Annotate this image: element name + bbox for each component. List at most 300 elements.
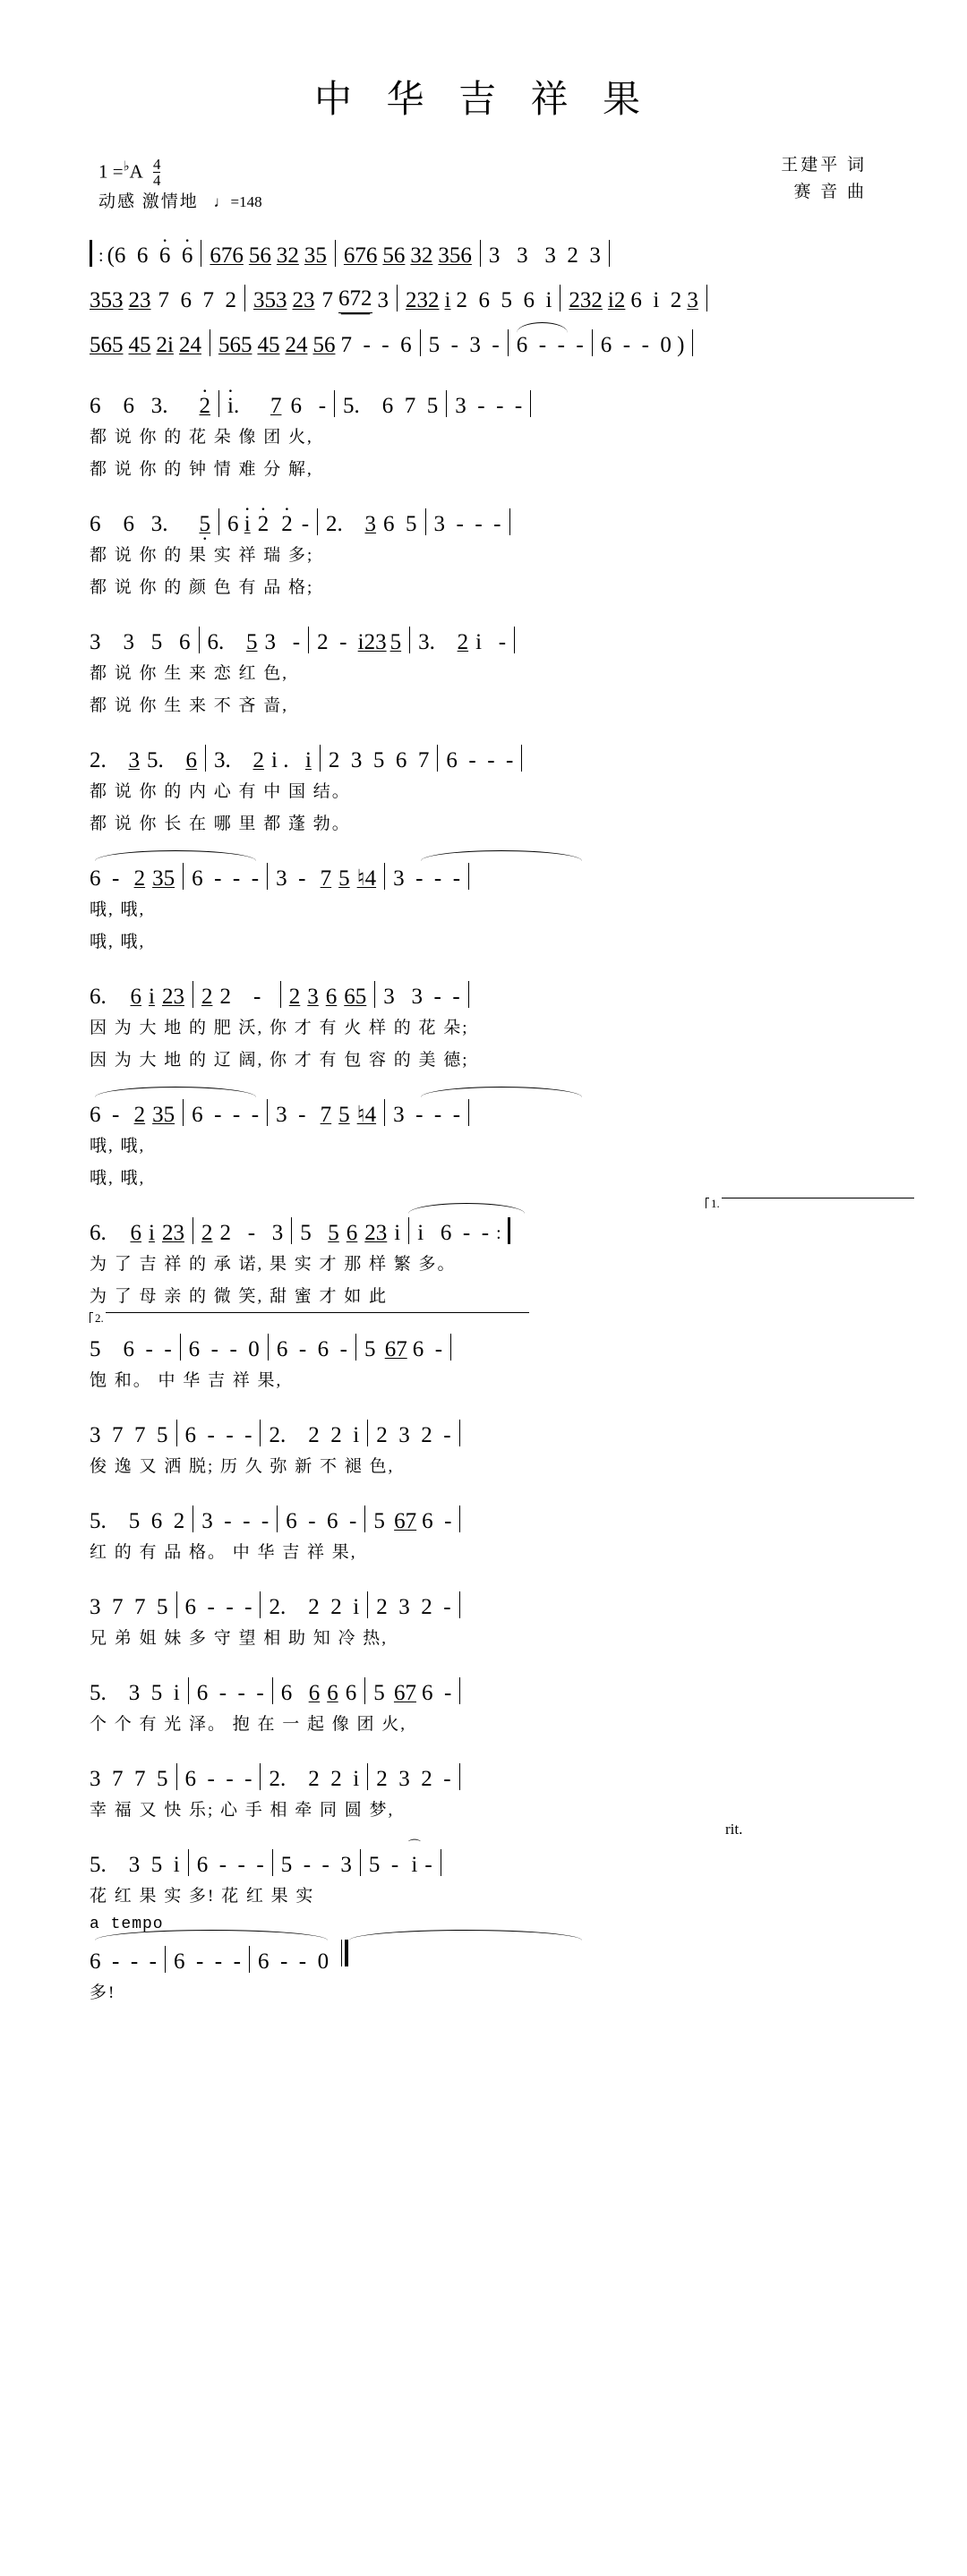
note-group: i <box>149 1221 155 1245</box>
note-group: . <box>233 394 256 418</box>
system-19 <box>63 1915 904 2007</box>
barline <box>530 390 531 417</box>
barline <box>176 1591 177 1618</box>
barline <box>176 1420 177 1446</box>
note-group: 3 3 5 6 <box>90 630 191 654</box>
note-group: 2. <box>90 748 124 772</box>
lyric-row-2: 都 说 你 的 颜 色 有 品 格; <box>90 577 314 597</box>
note-group: 35 <box>152 1103 175 1127</box>
notation-row <box>63 732 904 773</box>
note-group: (6 6 6 · 6 · <box>107 243 193 269</box>
note-group: 3 - - - <box>393 1103 461 1127</box>
barline <box>706 285 707 311</box>
lyric-row-2: 为 了 母 亲 的 微 笑, 甜 蜜 才 如 此 <box>90 1286 389 1306</box>
lyric-row-1: 饱 和。 中 华 吉 祥 果, <box>90 1370 283 1390</box>
system-16 <box>63 1665 904 1738</box>
note-group: 6. <box>90 985 124 1009</box>
lyric-row-1: 为 了 吉 祥 的 承 诺, 果 实 才 那 样 繁 多。 <box>90 1254 457 1274</box>
note-group: 32 <box>276 243 299 268</box>
barline <box>188 1849 189 1876</box>
note-group: i - <box>475 630 507 654</box>
barline <box>468 981 469 1008</box>
barline <box>450 1334 451 1361</box>
system-15 <box>63 1579 904 1652</box>
notation-row <box>63 614 904 655</box>
note-group: 2. 2 2 i <box>269 1767 360 1791</box>
barline <box>355 1334 356 1361</box>
note-group: 2 3 2 - <box>376 1595 451 1619</box>
lyric-row-2 <box>63 924 904 956</box>
note-group: 7 <box>320 1103 332 1127</box>
note-group: 35 <box>152 866 175 891</box>
slur <box>95 1087 256 1097</box>
note-group: ♮4 <box>356 1103 377 1127</box>
note-group: 65 <box>344 985 367 1009</box>
note-group: 6 i 2 <box>630 288 682 312</box>
barline <box>408 1217 409 1244</box>
notation-row <box>63 378 904 419</box>
note-group: 6 <box>280 1681 304 1705</box>
slur <box>421 850 582 861</box>
note-group: 23 <box>161 985 184 1009</box>
system-5 <box>63 496 904 601</box>
note-group: 24 <box>178 333 201 357</box>
note-group: 6 <box>185 748 197 772</box>
notation-row <box>63 1751 904 1792</box>
system-13 <box>63 1407 904 1480</box>
note-group: 3. <box>214 748 248 772</box>
barline <box>459 1677 460 1704</box>
barline <box>384 1099 385 1126</box>
barline <box>508 329 509 356</box>
note-group: 6 5 <box>383 512 417 536</box>
barline <box>188 1677 189 1704</box>
key-label: 1 = <box>98 160 124 183</box>
lyric-row-1: 都 说 你 的 花 朵 像 团 火, <box>90 427 313 447</box>
note-group: 35 <box>304 243 327 268</box>
note-group: 7 <box>320 866 332 891</box>
note-group: 6 - - - <box>184 1595 252 1619</box>
barline <box>291 1217 292 1244</box>
key-note: A <box>129 160 142 183</box>
note-group: 56 <box>248 243 271 268</box>
barline <box>260 1591 261 1618</box>
repeat-end-barline <box>501 1217 510 1244</box>
note-group: ⌒ i <box>407 1840 421 1877</box>
barline <box>260 1420 261 1446</box>
note-group: 5 <box>364 1337 381 1361</box>
note-group: 6. <box>207 630 241 654</box>
note-group: 3 7 7 5 <box>90 1767 168 1791</box>
note-group: 2 · <box>200 394 211 419</box>
note-group: 3 - <box>264 630 301 654</box>
note-group: 353 <box>253 288 287 312</box>
note-group: 3 <box>364 512 377 536</box>
note-group: 6 <box>325 985 338 1009</box>
barline <box>277 1506 278 1532</box>
notation-row <box>63 272 904 313</box>
note-group: 5 <box>246 630 258 654</box>
final-barline <box>341 1940 348 1973</box>
credits <box>781 152 867 206</box>
system-1 <box>63 227 904 269</box>
note-group: 7 <box>321 288 333 312</box>
notation-row <box>63 496 904 537</box>
lyric-row-1: 都 说 你 生 来 恋 红 色, <box>90 663 289 683</box>
system-17 <box>63 1751 904 1824</box>
key-signature <box>98 158 160 189</box>
barline <box>268 1334 269 1361</box>
barline <box>165 1946 166 1973</box>
system-7 <box>63 732 904 838</box>
note-group: 3 7 7 5 <box>90 1595 168 1619</box>
note-group: 7 <box>270 394 282 418</box>
note-group: 3 - - - <box>433 512 501 536</box>
barline <box>267 1099 268 1126</box>
note-group: 2 6 5 6 i <box>456 288 552 312</box>
note-group: 6 <box>227 512 244 536</box>
note-group: 6 - - 0 <box>188 1337 260 1361</box>
note-group: 2 · <box>281 512 293 537</box>
lyric-text: 哦, 哦, <box>90 932 146 951</box>
note-group: i23 <box>357 630 387 654</box>
note-group: 6 - - - <box>517 333 584 358</box>
meter-denominator: 4 <box>152 172 161 189</box>
note-group: i · <box>227 394 234 419</box>
note-group: 2 3 2 - <box>376 1423 451 1447</box>
lyricist: 王建平 词 <box>781 156 867 175</box>
barline <box>280 981 281 1008</box>
note-group: 672 <box>338 286 372 313</box>
note-group: 2 <box>201 985 213 1009</box>
note-group: 3 3 3 2 3 <box>488 243 601 268</box>
tempo-marking <box>98 188 262 212</box>
tempo-symbol: ♩ <box>213 193 229 210</box>
note-group: 2 - <box>317 630 353 654</box>
volta-number: 2. <box>95 1311 104 1325</box>
system-3 <box>63 317 904 358</box>
note-group: 2 <box>457 630 469 654</box>
barline <box>317 508 318 535</box>
lyric-row-1: 俊 逸 又 洒 脱; 历 久 弥 新 不 褪 色, <box>90 1456 395 1476</box>
notation-row <box>63 1197 904 1246</box>
barline <box>364 1677 365 1704</box>
sheet-music-page <box>0 70 967 2576</box>
lyric-row-1: 花 红 果 实 多! 花 红 果 实 <box>90 1886 315 1906</box>
note-group: 6 - - - <box>446 748 514 772</box>
note-group: 2. <box>326 512 360 536</box>
note-group: ♮4 <box>356 866 377 891</box>
note-group: 565 <box>90 333 124 357</box>
note-group: 23 <box>128 288 151 312</box>
barline <box>425 508 426 535</box>
lyric-text: 哦, 哦, <box>90 1136 146 1156</box>
lyric-row-1: 因 为 大 地 的 肥 沃, 你 才 有 火 样 的 花 朵; <box>90 1018 469 1037</box>
repeat-dots: : <box>496 1224 501 1243</box>
note-group: 67 <box>393 1681 416 1705</box>
note-group: 23 <box>161 1221 184 1245</box>
notation-row <box>63 1665 904 1706</box>
notation-row <box>63 968 904 1010</box>
note-group: 2 <box>288 985 301 1009</box>
note-group: 5 <box>328 1221 339 1245</box>
note-group: 6 - - - <box>184 1423 252 1447</box>
notation-row <box>63 227 904 269</box>
note-group: i 6 - - <box>417 1221 490 1245</box>
barline <box>609 240 610 267</box>
notation-row <box>63 1311 904 1362</box>
note-group: 6 - <box>422 1509 452 1533</box>
note-group: 5 <box>300 1221 323 1245</box>
page-title: 中 华 吉 祥 果 <box>313 80 653 121</box>
barline <box>272 1677 273 1704</box>
lyric-row-2: 都 说 你 生 来 不 吝 啬, <box>90 695 289 715</box>
note-group: 3 3 - - <box>383 985 460 1009</box>
note-group: 5. 3 5 i <box>90 1681 180 1705</box>
barline <box>409 627 410 653</box>
barline <box>367 1763 368 1790</box>
note-group: 3 - - - <box>455 394 523 418</box>
note-group: 32 <box>410 243 433 268</box>
note-group: 5 <box>373 1681 390 1705</box>
note-group: 3 <box>307 985 319 1009</box>
note-group: 2. 2 2 i <box>269 1423 360 1447</box>
note-group: 5 <box>373 1509 391 1533</box>
note-group: 23 <box>364 1221 388 1245</box>
system-12 <box>63 1311 904 1395</box>
system-9 <box>63 968 904 1074</box>
notation-row <box>63 1933 904 1975</box>
barline <box>459 1506 460 1532</box>
note-group: 6 <box>345 1681 357 1705</box>
barline <box>480 240 481 267</box>
barline <box>199 627 200 653</box>
note-group: i · <box>244 512 251 537</box>
note-group: 23 <box>292 288 315 312</box>
lyric-row-1: 红 的 有 品 格。 中 华 吉 祥 果, <box>90 1542 357 1562</box>
note-group: 6 - <box>90 1103 125 1127</box>
slur <box>421 1087 582 1097</box>
notation-row <box>63 1837 904 1878</box>
note-group: 6 - - - <box>196 1681 264 1705</box>
note-group: 3 - - - <box>393 866 461 891</box>
barline <box>320 745 321 772</box>
rit-marking: rit. <box>725 1821 743 1838</box>
barline <box>218 390 219 417</box>
note-group: 5 - <box>368 1853 405 1877</box>
lyric-row-2 <box>63 1160 904 1192</box>
note-group: 6 - <box>290 394 327 418</box>
note-group: 6 - - - <box>192 1103 260 1127</box>
note-group: 5. 5 6 2 <box>90 1509 185 1533</box>
expression-marking: 动感 激情地 <box>98 192 199 211</box>
tempo-value: =148 <box>230 193 262 210</box>
note-group: 6 - - - <box>90 1949 157 1974</box>
lyric-row-1: 都 说 你 的 果 实 祥 瑞 多; <box>90 545 314 565</box>
barline <box>244 285 245 311</box>
volta-bracket-1 <box>706 1198 914 1208</box>
a-tempo-marking: a tempo <box>90 1915 164 1933</box>
notation-row <box>63 1407 904 1448</box>
note-group: 24 <box>285 333 308 357</box>
note-group: 676 <box>343 243 378 268</box>
barline <box>335 240 336 267</box>
lyric-text: 哦, 哦, <box>90 1168 146 1188</box>
note-group: 67 <box>394 1509 417 1533</box>
note-group: 45 <box>128 333 151 357</box>
note-group: 2i <box>156 333 174 357</box>
note-group: 6 6 3. <box>90 512 191 536</box>
system-14 <box>63 1493 904 1566</box>
system-11 <box>63 1197 904 1310</box>
note-group: 6 - - 0 <box>257 1949 329 1974</box>
lyric-row-1: 都 说 你 的 内 心 有 中 国 结。 <box>90 781 351 801</box>
note-group: 2 - <box>219 985 272 1009</box>
volta-bracket-2 <box>90 1312 529 1323</box>
repeat-start-barline <box>90 240 98 267</box>
lyric-row-1: 幸 福 又 快 乐; 心 手 相 牵 同 圆 梦, <box>90 1800 395 1820</box>
note-group: 3 <box>687 288 698 312</box>
note-group: 6 - <box>90 866 125 891</box>
note-group: 5. 3 5 i <box>90 1853 180 1877</box>
note-group: 356 <box>438 243 472 268</box>
notation-row <box>63 317 904 358</box>
note-group: 3 7 7 5 <box>90 1423 168 1447</box>
barline <box>308 627 309 653</box>
barline <box>692 329 693 356</box>
volta-number: 1. <box>711 1197 720 1210</box>
barline <box>468 1099 469 1126</box>
note-group: 6 <box>130 985 141 1009</box>
repeat-dots: : <box>98 246 104 266</box>
note-group: 6 <box>130 1221 141 1245</box>
note-group: 5 <box>389 630 402 654</box>
note-group: - <box>424 1853 432 1877</box>
note-group: i <box>149 985 155 1009</box>
note-group: 2 <box>252 748 264 772</box>
note-group: 2 <box>133 866 146 891</box>
note-group: 56 <box>312 333 336 357</box>
slur <box>95 850 256 861</box>
note-group: 7 - - 6 <box>340 333 412 357</box>
note-group: 5. 6 7 5 <box>343 394 439 418</box>
notation-row <box>63 1579 904 1620</box>
note-group: 6 - 6 - <box>286 1509 357 1533</box>
note-group: 3 - <box>276 1103 312 1127</box>
note-group: 3 <box>377 288 389 312</box>
header-info <box>63 150 904 227</box>
lyric-row-2: 都 说 你 长 在 哪 里 都 蓬 勃。 <box>90 814 351 833</box>
note-group: 3. <box>418 630 452 654</box>
note-group: 232 <box>406 288 440 312</box>
note-group: 2 <box>133 1103 146 1127</box>
note-group: 7 6 7 2 <box>158 288 236 312</box>
lyric-row-1 <box>63 1128 904 1160</box>
note-group: 5. <box>147 748 181 772</box>
barline <box>521 745 522 772</box>
meter-numerator: 4 <box>152 156 161 173</box>
note-group: 6 - <box>412 1337 443 1361</box>
barline <box>205 745 206 772</box>
slur <box>408 1203 525 1214</box>
barline <box>183 1099 184 1126</box>
note-group: 565 <box>218 333 252 357</box>
barline <box>364 1506 365 1532</box>
time-signature <box>153 157 161 188</box>
notation-row <box>63 1087 904 1128</box>
barline <box>560 285 561 311</box>
note-group: 5 <box>338 866 350 891</box>
system-6 <box>63 614 904 720</box>
note-group: 2. 2 2 i <box>269 1595 360 1619</box>
barline <box>514 627 515 653</box>
note-group: 3 - - - <box>201 1509 270 1533</box>
note-group: 5 - 3 - <box>428 333 500 357</box>
note-group: 2 <box>201 1221 213 1245</box>
lyric-row-2: 因 为 大 地 的 辽 阔, 你 才 有 包 容 的 美 德; <box>90 1050 469 1070</box>
note-group: i <box>444 288 451 312</box>
note-group: 6 - - - <box>184 1767 252 1791</box>
note-group: 56 <box>382 243 406 268</box>
lyric-row-1: 兄 弟 姐 妹 多 守 望 相 助 知 冷 热, <box>90 1628 389 1648</box>
barline <box>183 863 184 890</box>
barline <box>176 1763 177 1790</box>
system-4 <box>63 378 904 483</box>
note-group: 2 - 3 <box>219 1221 284 1245</box>
barline <box>437 745 438 772</box>
note-group: 6 - - 0 ) <box>600 333 685 357</box>
key-accidental: ♭ <box>123 159 130 175</box>
note-group: i2 <box>607 288 626 312</box>
note-group: 5 <box>338 1103 350 1127</box>
notation-row <box>63 850 904 891</box>
note-group: i . <box>271 748 300 772</box>
barline <box>360 1849 361 1876</box>
note-group: 232 <box>569 288 603 312</box>
system-2 <box>63 272 904 313</box>
lyric-text: 哦, 哦, <box>90 900 146 919</box>
barline <box>397 285 398 311</box>
barline <box>509 508 510 535</box>
note-group: i <box>394 1221 401 1245</box>
barline <box>420 329 421 356</box>
note-group: - <box>301 512 310 536</box>
note-group: 5 6 - - <box>90 1337 172 1361</box>
note-group: 6 - 6 - <box>276 1337 347 1361</box>
notation-row <box>63 1493 904 1534</box>
note-group: 353 <box>90 288 124 312</box>
note-group: 5 - - 3 <box>280 1853 352 1877</box>
barline <box>218 508 219 535</box>
note-group: 2 3 5 6 7 <box>328 748 430 772</box>
lyric-row-1: 个 个 有 光 泽。 抱 在 一 起 像 团 火, <box>90 1714 407 1734</box>
note-group: i <box>304 748 312 772</box>
barline <box>459 1763 460 1790</box>
note-group: 6 - - - <box>196 1853 264 1877</box>
lyric-row-1: 多! <box>90 1983 116 2002</box>
note-group: 676 <box>210 243 244 268</box>
barline <box>384 863 385 890</box>
barline <box>374 981 375 1008</box>
note-group: 67 <box>384 1337 407 1361</box>
lyric-row-2: 都 说 你 的 钟 情 难 分 解, <box>90 459 313 479</box>
system-18 <box>63 1821 904 1910</box>
barline <box>367 1591 368 1618</box>
composer: 赛 音 曲 <box>793 183 867 201</box>
barline <box>459 1591 460 1618</box>
barline <box>180 1334 181 1361</box>
note-group: 6. <box>90 1221 124 1245</box>
